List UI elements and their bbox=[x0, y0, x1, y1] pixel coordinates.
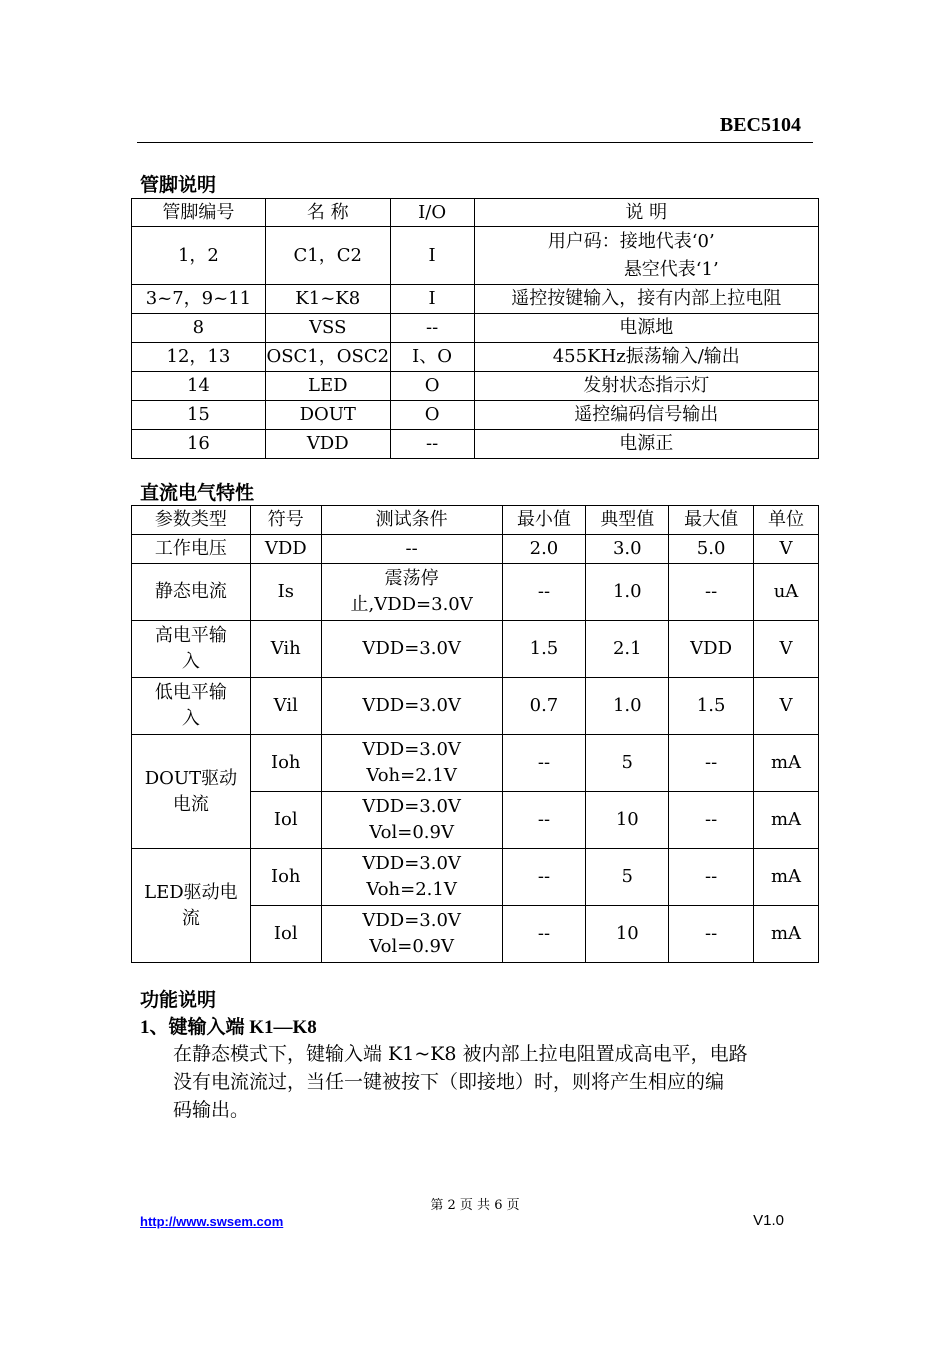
cell: mA bbox=[754, 849, 819, 906]
cell-line: 悬空代表‘1’ bbox=[623, 258, 719, 280]
cell: V bbox=[754, 621, 819, 678]
cell-line: 震荡停 bbox=[384, 568, 439, 589]
cell-line: 低电平输 bbox=[154, 682, 227, 703]
cell: 1，2 bbox=[132, 227, 266, 285]
page-number: 第 2 页 共 6 页 bbox=[430, 1198, 520, 1213]
cell: 8 bbox=[132, 314, 266, 343]
cell: 2.0 bbox=[502, 535, 586, 564]
header-cell: 名 称 bbox=[265, 199, 390, 227]
cell: -- bbox=[669, 735, 754, 792]
cell bbox=[321, 792, 502, 849]
cell: 0.7 bbox=[502, 678, 586, 735]
cell: 5 bbox=[586, 735, 669, 792]
header-cell: 符号 bbox=[250, 506, 321, 535]
cell: 15 bbox=[132, 401, 266, 430]
cell bbox=[132, 735, 251, 849]
cell-line: 电流 bbox=[172, 793, 209, 815]
cell: -- bbox=[390, 430, 474, 459]
cell-line: VDD=3.0V bbox=[362, 739, 461, 760]
page-header bbox=[137, 114, 813, 143]
cell: 电源地 bbox=[474, 314, 818, 343]
table-row bbox=[132, 430, 819, 459]
cell: mA bbox=[754, 792, 819, 849]
cell: 1.5 bbox=[669, 678, 754, 735]
cell: 发射状态指示灯 bbox=[474, 372, 818, 401]
cell: V bbox=[754, 535, 819, 564]
header-cell: 单位 bbox=[754, 506, 819, 535]
cell: VDD bbox=[669, 621, 754, 678]
cell bbox=[132, 849, 251, 963]
cell: -- bbox=[502, 906, 586, 963]
table-row bbox=[132, 227, 819, 285]
cell: -- bbox=[502, 564, 586, 621]
table-row bbox=[132, 535, 819, 564]
cell: Iol bbox=[250, 906, 321, 963]
cell: -- bbox=[669, 906, 754, 963]
cell: VDD=3.0V bbox=[321, 621, 502, 678]
cell: 1.5 bbox=[502, 621, 586, 678]
cell: -- bbox=[502, 849, 586, 906]
table-row bbox=[132, 314, 819, 343]
cell: I、O bbox=[390, 343, 474, 372]
cell-line: 流 bbox=[181, 907, 200, 929]
cell: 工作电压 bbox=[132, 535, 251, 564]
table-row bbox=[132, 849, 819, 906]
dc-table bbox=[131, 505, 819, 963]
pin-table bbox=[131, 198, 819, 459]
cell: 1.0 bbox=[586, 678, 669, 735]
header-cell: 最小值 bbox=[502, 506, 586, 535]
header-cell: I/O bbox=[390, 199, 474, 227]
table-row bbox=[132, 621, 819, 678]
cell: I bbox=[390, 285, 474, 314]
cell: K1~K8 bbox=[265, 285, 390, 314]
cell: 14 bbox=[132, 372, 266, 401]
cell: Iol bbox=[250, 792, 321, 849]
table-row bbox=[132, 678, 819, 735]
header-cell: 典型值 bbox=[586, 506, 669, 535]
cell-line: 止,VDD=3.0V bbox=[350, 594, 473, 615]
cell-line: Vol=0.9V bbox=[369, 822, 454, 843]
para-line: 没有电流流过，当任一键被按下（即接地）时，则将产生相应的编 bbox=[173, 1071, 725, 1093]
cell: -- bbox=[669, 849, 754, 906]
cell: 电源正 bbox=[474, 430, 818, 459]
header-cell: 测试条件 bbox=[321, 506, 502, 535]
table-row bbox=[132, 564, 819, 621]
cell: I bbox=[390, 227, 474, 285]
cell: VSS bbox=[265, 314, 390, 343]
table-header-row bbox=[132, 199, 819, 227]
cell-line: 用户码：接地代表‘0’ bbox=[547, 230, 715, 252]
cell: Vih bbox=[250, 621, 321, 678]
table-row bbox=[132, 372, 819, 401]
cell: O bbox=[390, 401, 474, 430]
cell: Ioh bbox=[250, 735, 321, 792]
cell: VDD bbox=[265, 430, 390, 459]
cell-line: 入 bbox=[181, 708, 200, 729]
cell: -- bbox=[669, 792, 754, 849]
cell: 10 bbox=[586, 906, 669, 963]
cell: VDD=3.0V bbox=[321, 678, 502, 735]
cell bbox=[321, 849, 502, 906]
cell: -- bbox=[502, 735, 586, 792]
cell: mA bbox=[754, 906, 819, 963]
table-row bbox=[132, 343, 819, 372]
cell: mA bbox=[754, 735, 819, 792]
cell: 3.0 bbox=[586, 535, 669, 564]
para-line: 在静态模式下，键输入端 K1~K8 被内部上拉电阻置成高电平，电路 bbox=[173, 1043, 748, 1065]
cell: 1.0 bbox=[586, 564, 669, 621]
func-paragraph bbox=[173, 1040, 813, 1124]
cell: 5.0 bbox=[669, 535, 754, 564]
cell-line: 入 bbox=[181, 651, 200, 672]
cell: -- bbox=[669, 564, 754, 621]
cell: O bbox=[390, 372, 474, 401]
cell-line: LED驱动电 bbox=[144, 881, 238, 903]
cell: V bbox=[754, 678, 819, 735]
cell-line: VDD=3.0V bbox=[362, 796, 461, 817]
model-title: BEC5104 bbox=[719, 114, 801, 136]
cell bbox=[321, 564, 502, 621]
para-line: 码输出。 bbox=[173, 1099, 250, 1121]
header-cell: 说 明 bbox=[474, 199, 818, 227]
cell: 12，13 bbox=[132, 343, 266, 372]
cell bbox=[321, 906, 502, 963]
cell: -- bbox=[321, 535, 502, 564]
cell: 2.1 bbox=[586, 621, 669, 678]
cell bbox=[474, 227, 818, 285]
cell: Ioh bbox=[250, 849, 321, 906]
table-row bbox=[132, 285, 819, 314]
cell-line: VDD=3.0V bbox=[362, 853, 461, 874]
func-section-title: 功能说明 bbox=[140, 989, 217, 1011]
cell: 16 bbox=[132, 430, 266, 459]
cell-line: Voh=2.1V bbox=[366, 879, 457, 900]
website-link[interactable]: http://www.swsem.com bbox=[140, 1214, 284, 1229]
cell: VDD bbox=[250, 535, 321, 564]
cell: -- bbox=[502, 792, 586, 849]
version-label: V1.0 bbox=[753, 1212, 784, 1229]
cell-line: DOUT驱动 bbox=[144, 767, 238, 789]
header-cell: 管脚编号 bbox=[132, 199, 266, 227]
header-cell: 最大值 bbox=[669, 506, 754, 535]
cell: 10 bbox=[586, 792, 669, 849]
cell-line: VDD=3.0V bbox=[362, 910, 461, 931]
table-row bbox=[132, 735, 819, 792]
cell-line: Vol=0.9V bbox=[369, 936, 454, 957]
func-subtitle: 1、键输入端 K1—K8 bbox=[140, 1017, 317, 1038]
cell: 3~7，9~11 bbox=[132, 285, 266, 314]
dc-section-title: 直流电气特性 bbox=[140, 482, 255, 504]
cell: LED bbox=[265, 372, 390, 401]
header-cell: 参数类型 bbox=[132, 506, 251, 535]
cell: 遥控按键输入，接有内部上拉电阻 bbox=[474, 285, 818, 314]
cell: C1，C2 bbox=[265, 227, 390, 285]
pin-section-title: 管脚说明 bbox=[140, 174, 217, 196]
cell: Vil bbox=[250, 678, 321, 735]
cell: OSC1，OSC2 bbox=[265, 343, 390, 372]
cell: uA bbox=[754, 564, 819, 621]
cell-line: Voh=2.1V bbox=[366, 765, 457, 786]
cell: DOUT bbox=[265, 401, 390, 430]
cell bbox=[321, 735, 502, 792]
cell-line: 高电平输 bbox=[154, 625, 227, 646]
cell bbox=[132, 621, 251, 678]
cell: -- bbox=[390, 314, 474, 343]
cell: 455KHz振荡输入/输出 bbox=[474, 343, 818, 372]
cell bbox=[132, 678, 251, 735]
cell: Is bbox=[250, 564, 321, 621]
table-row bbox=[132, 401, 819, 430]
table-header-row bbox=[132, 506, 819, 535]
cell: 静态电流 bbox=[132, 564, 251, 621]
cell: 遥控编码信号输出 bbox=[474, 401, 818, 430]
cell: 5 bbox=[586, 849, 669, 906]
